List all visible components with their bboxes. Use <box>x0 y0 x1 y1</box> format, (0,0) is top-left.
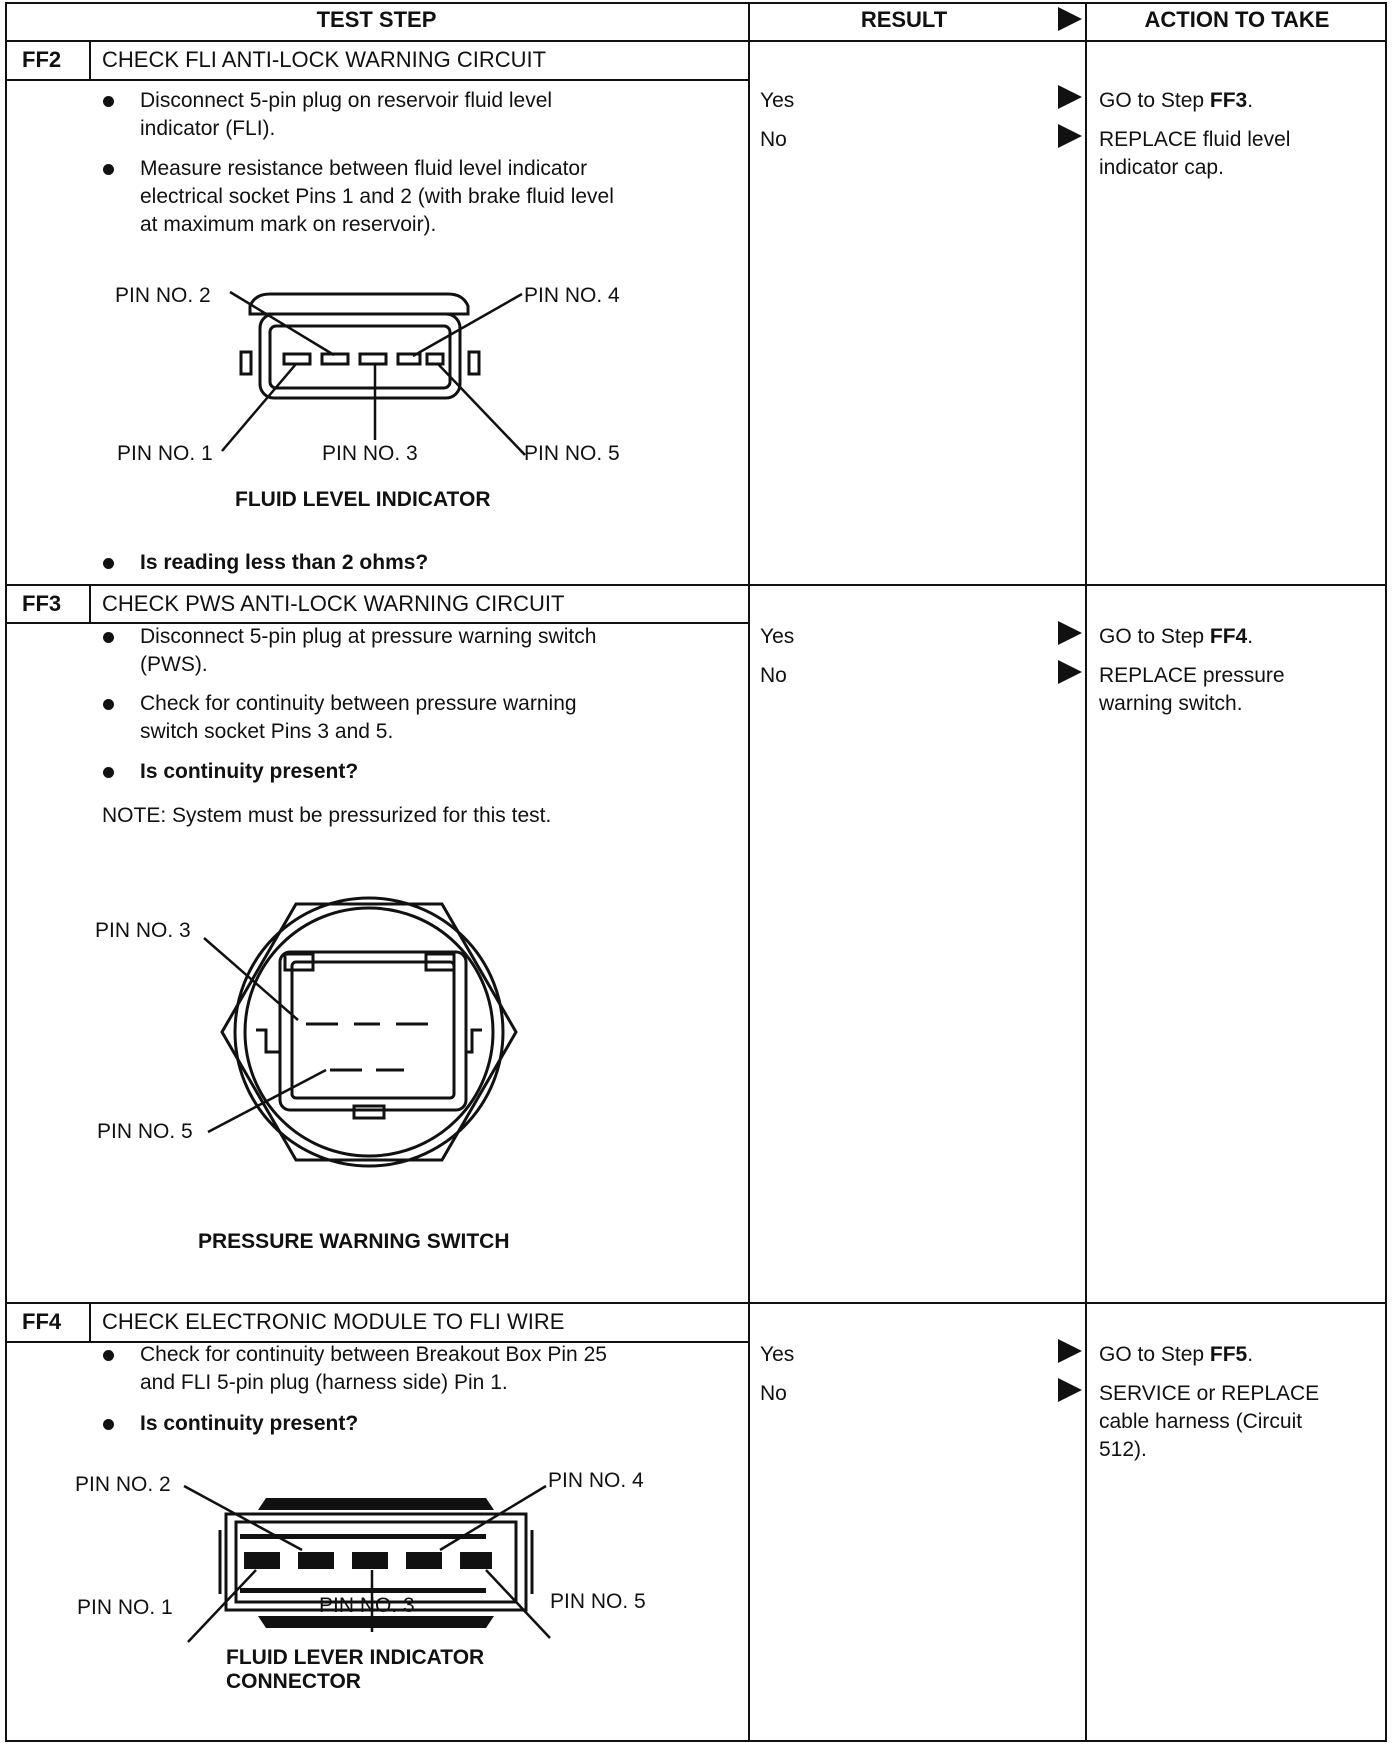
ff4-pin-label-4: PIN NO. 4 <box>548 1469 644 1492</box>
row-divider-ff4 <box>5 1302 1387 1304</box>
ff2-bullet-2-line-3: at maximum mark on reservoir). <box>140 213 437 236</box>
fluid-lever-indicator-connector-diagram <box>8 1470 748 1670</box>
ff3-id-divider <box>89 584 91 624</box>
ff2-bullet-1-icon <box>103 96 114 107</box>
ff4-action-no-line-2: cable harness (Circuit <box>1099 1410 1303 1433</box>
header-result: RESULT <box>860 7 948 32</box>
ff3-bullet-1-line-1: Disconnect 5-pin plug at pressure warning switch <box>140 625 597 648</box>
ff3-bullet-1-icon <box>103 632 114 643</box>
ff4-question: Is continuity present? <box>140 1412 359 1435</box>
ff2-bullet-2-line-1: Measure resistance between fluid level indicator <box>140 157 588 180</box>
ff4-result-yes: Yes <box>760 1343 795 1366</box>
ff2-bullet-1-line-1: Disconnect 5-pin plug on reservoir fluid level <box>140 89 553 112</box>
ff3-action-no-line-1: REPLACE pressure <box>1099 664 1285 687</box>
header-arrow-icon <box>1058 7 1082 31</box>
ff3-bullet-2-line-1: Check for continuity between pressure warning <box>140 692 577 715</box>
ff4-no-arrow-icon <box>1058 1378 1082 1402</box>
ff4-diagram-caption-line-2: CONNECTOR <box>226 1670 361 1693</box>
ff4-result-no: No <box>760 1382 787 1405</box>
ff3-question: Is continuity present? <box>140 760 359 783</box>
col-divider-1 <box>748 2 750 1742</box>
ff4-bullet-1-line-1: Check for continuity between Breakout Box Pin 25 <box>140 1343 607 1366</box>
ff2-bullet-2-icon <box>103 164 114 175</box>
col-divider-2 <box>1085 2 1087 1742</box>
ff4-question-bullet-icon <box>103 1419 114 1430</box>
ff3-question-bullet-icon <box>103 767 114 778</box>
ff2-step-id: FF2 <box>22 47 62 72</box>
ff3-yes-arrow-icon <box>1058 621 1082 645</box>
ff4-bullet-1-line-2: and FLI 5-pin plug (harness side) Pin 1. <box>140 1371 508 1394</box>
header-action: ACTION TO TAKE <box>1144 7 1330 32</box>
ff4-bullet-1-icon <box>103 1350 114 1361</box>
ff4-step-title: CHECK ELECTRONIC MODULE TO FLI WIRE <box>102 1309 565 1334</box>
ff2-bullet-1-line-2: indicator (FLI). <box>140 117 276 140</box>
ff3-note: NOTE: System must be pressurized for this test. <box>102 804 552 827</box>
ff3-pin-label-5: PIN NO. 5 <box>97 1120 193 1143</box>
ff2-action-no-line-1: REPLACE fluid level <box>1099 128 1291 151</box>
ff2-question-bullet-icon <box>103 558 114 569</box>
ff3-bullet-2-line-2: switch socket Pins 3 and 5. <box>140 720 394 743</box>
ff4-diagram-caption-line-1: FLUID LEVER INDICATOR <box>226 1646 485 1669</box>
ff3-bullet-2-icon <box>103 699 114 710</box>
ff2-question: Is reading less than 2 ohms? <box>140 551 429 574</box>
ff4-pin-label-5: PIN NO. 5 <box>550 1590 646 1613</box>
ff2-bullet-2-line-2: electrical socket Pins 1 and 2 (with brake fluid level <box>140 185 614 208</box>
ff4-pin-label-1: PIN NO. 1 <box>77 1596 173 1619</box>
ff2-no-arrow-icon <box>1058 124 1082 148</box>
ff2-pin-label-1: PIN NO. 1 <box>117 442 213 465</box>
ff3-pin-label-3: PIN NO. 3 <box>95 919 191 942</box>
ff2-result-yes: Yes <box>760 89 795 112</box>
ff4-action-no-line-1: SERVICE or REPLACE <box>1099 1382 1320 1405</box>
ff2-yes-arrow-icon <box>1058 85 1082 109</box>
ff4-step-id: FF4 <box>22 1309 62 1334</box>
ff3-diagram-caption: PRESSURE WARNING SWITCH <box>198 1230 510 1253</box>
ff3-result-no: No <box>760 664 787 687</box>
ff3-step-id: FF3 <box>22 591 62 616</box>
ff4-yes-arrow-icon <box>1058 1339 1082 1363</box>
ff4-action-yes: GO to Step FF5. <box>1099 1343 1254 1366</box>
ff3-action-no-line-2: warning switch. <box>1099 692 1243 715</box>
ff2-pin-label-3: PIN NO. 3 <box>322 442 418 465</box>
ff3-action-yes: GO to Step FF4. <box>1099 625 1254 648</box>
ff4-pin-label-2: PIN NO. 2 <box>75 1473 171 1496</box>
ff2-pin-label-2: PIN NO. 2 <box>115 284 211 307</box>
ff2-result-no: No <box>760 128 787 151</box>
ff2-diagram-caption: FLUID LEVEL INDICATOR <box>235 488 491 511</box>
row-divider-ff3 <box>5 584 1387 586</box>
header-test-step: TEST STEP <box>316 7 437 32</box>
ff3-step-title: CHECK PWS ANTI-LOCK WARNING CIRCUIT <box>102 591 565 616</box>
ff2-step-title: CHECK FLI ANTI-LOCK WARNING CIRCUIT <box>102 47 547 72</box>
ff4-pin-label-3: PIN NO. 3 <box>319 1594 415 1617</box>
ff3-bullet-1-line-2: (PWS). <box>140 653 208 676</box>
ff2-title-underline <box>5 79 748 81</box>
ff3-no-arrow-icon <box>1058 660 1082 684</box>
ff4-id-divider <box>89 1302 91 1342</box>
ff2-pin-label-5: PIN NO. 5 <box>524 442 620 465</box>
ff2-action-yes: GO to Step FF3. <box>1099 89 1254 112</box>
ff4-action-no-line-3: 512). <box>1099 1438 1147 1461</box>
header-divider <box>5 40 1387 42</box>
ff3-result-yes: Yes <box>760 625 795 648</box>
ff2-action-no-line-2: indicator cap. <box>1099 156 1224 179</box>
ff2-id-divider <box>89 40 91 80</box>
ff2-pin-label-4: PIN NO. 4 <box>524 284 620 307</box>
